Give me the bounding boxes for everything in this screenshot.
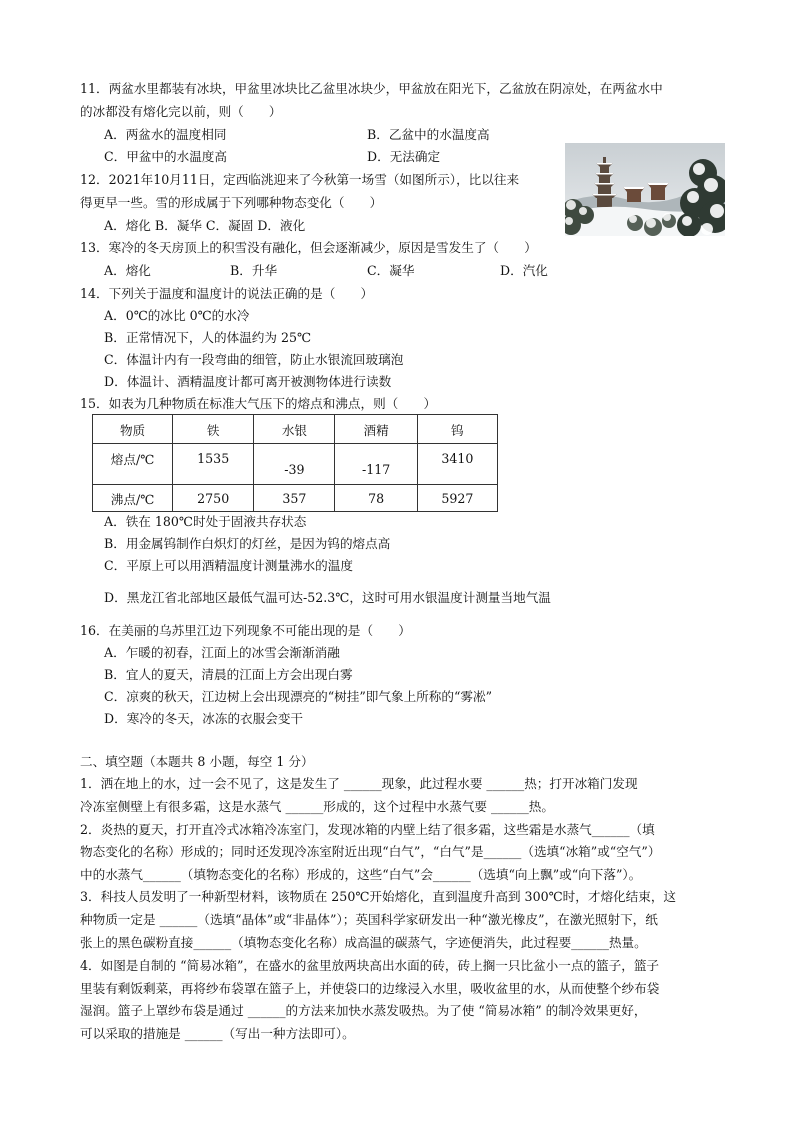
fill-q4-line2: 里装有剩饭剩菜，再将纱布袋罩在篮子上，并使袋口的边缘浸入水里，吸收盆里的水，从而使整个纱布袋: [80, 981, 660, 996]
boiling-alcohol: 78: [335, 485, 417, 512]
q13-option-a: A．熔化: [104, 263, 151, 278]
melting-mercury: -39: [254, 444, 335, 485]
q11-option-d: D．无法确定: [367, 149, 441, 164]
q13-option-d: D．汽化: [500, 263, 548, 278]
q16-option-a: A．乍暖的初春，江面上的冰雪会渐渐消融: [104, 645, 340, 660]
fill-q2-line2: 物态变化的名称）形成的；同时还发现冷冻室附近出现“白气”，“白气”是______（选填“冰箱”或“空气”）: [80, 844, 661, 859]
q14-option-c: C．体温计内有一段弯曲的细管，防止水银流回玻璃泡: [104, 352, 404, 367]
q15-option-c: C．平原上可以用酒精温度计测量沸水的温度: [104, 558, 353, 573]
melting-tungsten: 3410: [417, 444, 497, 485]
fill-q4-line1: 4．如图是自制的 “简易冰箱”，在盛水的盆里放两块高出水面的砖，砖上搁一只比盆小一点的篮子，篮子: [80, 958, 660, 973]
q11-option-a: A．两盆水的温度相同: [104, 127, 227, 142]
q15-option-a: A．铁在 180℃时处于固液共存状态: [104, 514, 307, 529]
melting-boiling-table: [92, 414, 498, 512]
fill-q2-line3: 中的水蒸气______（填物态变化的名称）形成的，这些“白气”会______（选填“向上飘”或“向下落”）。: [80, 867, 642, 882]
q11-stem-line1: 11．两盆水里都装有冰块，甲盆里冰块比乙盆里冰块少，甲盆放在阳光下，乙盆放在阴凉处，在两盆水中: [80, 81, 663, 96]
q16-stem: 16．在美丽的乌苏里江边下列现象不可能出现的是（ ）: [80, 623, 411, 638]
q14-stem: 14．下列关于温度和温度计的说法正确的是（ ）: [80, 286, 374, 301]
table-header-iron: 铁: [173, 415, 254, 444]
fill-q1-line1: 1．洒在地上的水，过一会不见了，这是发生了 ______现象，此过程水要 ______热；打开冰箱门发现: [80, 776, 638, 791]
section2-heading: 二、填空题（本题共 8 小题，每空 1 分）: [80, 754, 314, 769]
fill-q3-line2: 种物质一定是 ______（选填“晶体”或“非晶体”）；英国科学家研发出一种“激光橡皮”，在激光照射下，纸: [80, 912, 658, 927]
melting-iron: 1535: [173, 444, 254, 485]
table-header-mercury: 水银: [254, 415, 335, 444]
fill-q3-line3: 张上的黑色碳粉直接______（填物态变化名称）成高温的碳蒸气，字迹便消失，此过程要______热量。: [80, 935, 647, 950]
q12-stem-line1: 12．2021年10月11日，定西临洮迎来了今秋第一场雪（如图所示），比以往来: [80, 172, 520, 187]
q13-option-c: C．凝华: [367, 263, 415, 278]
fill-q1-line2: 冷冻室侧壁上有很多霜，这是水蒸气 ______形成的，这个过程中水蒸气要 ______热。: [80, 799, 554, 814]
q11-stem-line2: 的冰都没有熔化完以前，则（ ）: [80, 104, 282, 119]
boiling-iron: 2750: [173, 485, 254, 512]
q13-option-b: B．升华: [230, 263, 278, 278]
q11-option-b: B．乙盆中的水温度高: [367, 127, 490, 142]
q16-option-d: D．寒冷的冬天，冰冻的衣服会变干: [104, 711, 304, 726]
melting-point-label: 熔点/℃: [93, 444, 173, 485]
q15-option-b: B．用金属钨制作白炽灯的灯丝，是因为钨的熔点高: [104, 536, 391, 551]
q16-option-c: C．凉爽的秋天，江边树上会出现漂亮的“树挂”即气象上所称的“雾凇”: [104, 689, 493, 704]
q14-option-a: A．0℃的冰比 0℃的水冷: [104, 308, 250, 323]
q12-stem-line2: 得更早一些。雪的形成属于下列哪种物态变化（ ）: [80, 195, 383, 210]
table-header-alcohol: 酒精: [335, 415, 417, 444]
q15-option-d: D．黑龙江省北部地区最低气温可达-52.3℃，这时可用水银温度计测量当地气温: [104, 590, 551, 605]
melting-alcohol: -117: [335, 444, 417, 485]
q16-option-b: B．宜人的夏天，清晨的江面上方会出现白雾: [104, 667, 353, 682]
fill-q4-line4: 可以采取的措施是 ______（写出一种方法即可）。: [80, 1026, 355, 1041]
q13-stem: 13．寒冷的冬天房顶上的积雪没有融化，但会逐渐减少，原因是雪发生了（ ）: [80, 240, 537, 255]
q15-stem: 15．如表为几种物质在标准大气压下的熔点和沸点，则（ ）: [80, 396, 437, 411]
snow-scene-photo: [565, 143, 725, 236]
q12-options: A．熔化 B．凝华 C．凝固 D．液化: [104, 218, 306, 233]
table-header-tungsten: 钨: [417, 415, 497, 444]
q14-option-d: D．体温计、酒精温度计都可离开被测物体进行读数: [104, 374, 392, 389]
table-header-substance: 物质: [93, 415, 173, 444]
boiling-point-label: 沸点/℃: [93, 485, 173, 512]
q14-option-b: B．正常情况下，人的体温约为 25℃: [104, 330, 312, 345]
boiling-mercury: 357: [254, 485, 335, 512]
q11-option-c: C．甲盆中的水温度高: [104, 149, 227, 164]
boiling-tungsten: 5927: [417, 485, 497, 512]
fill-q3-line1: 3．科技人员发明了一种新型材料，该物质在 250℃开始熔化，直到温度升高到 300℃时，才熔化结束，这: [80, 889, 677, 904]
fill-q2-line1: 2．炎热的夏天，打开直冷式冰箱冷冻室门，发现冰箱的内壁上结了很多霜，这些霜是水蒸气______（填: [80, 822, 655, 837]
fill-q4-line3: 湿润。篮子上罩纱布袋是通过 ______的方法来加快水蒸发吸热。为了使 “简易冰箱” 的制冷效果更好，: [80, 1003, 647, 1018]
